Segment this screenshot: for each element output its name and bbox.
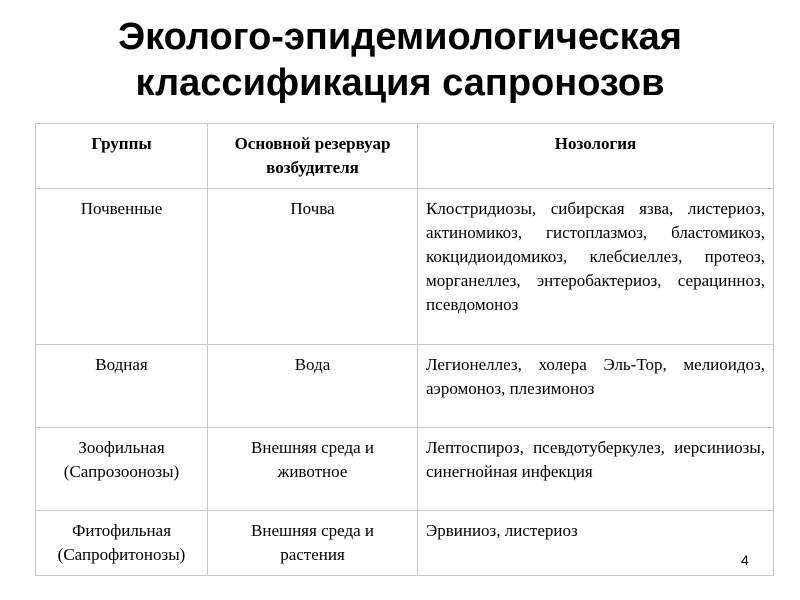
group-name: Водная: [95, 355, 148, 374]
group-cell: [36, 189, 208, 345]
table-row: [36, 345, 774, 428]
reservoir-line-2: животное: [277, 462, 348, 481]
nosology-cell: Эрвиниоз, листериоз: [418, 511, 774, 576]
table-row: [36, 189, 774, 345]
reservoir-cell: [208, 345, 418, 428]
reservoir-line-1: Вода: [294, 355, 331, 374]
reservoir-cell: [208, 511, 418, 576]
nosology-cell: Клостридиозы, сибирская язва, листериоз, актиномикоз, гистоплазмоз, бластомикоз, кокцидиоидомикоз, клебсиеллез, протеоз, морганеллез, энтеробактериоз, серацинноз, псевдомоноз: [418, 189, 774, 345]
nosology-cell: Легионеллез, холера Эль-Тор, мелиоидоз, аэромоноз, плезимоноз: [418, 345, 774, 428]
slide-title: [0, 14, 800, 106]
nosology-cell: Лептоспироз, псевдотуберкулез, иерсиниозы, синегнойная инфекция: [418, 428, 774, 511]
table-row: [36, 511, 774, 576]
group-subname: (Сапрозоонозы): [63, 462, 180, 481]
slide-title-line-2: классификация сапронозов: [135, 62, 665, 104]
reservoir-line-1: Внешняя среда и: [251, 521, 374, 540]
header-reservoir: [208, 124, 418, 189]
group-subname: (Сапрофитонозы): [57, 545, 186, 564]
group-cell: [36, 345, 208, 428]
header-reservoir-line-1: Основной резервуар: [234, 134, 391, 153]
table-header-row: [36, 124, 774, 189]
reservoir-cell: [208, 428, 418, 511]
header-nosology: Нозология: [418, 124, 774, 189]
header-reservoir-line-2: возбудителя: [266, 158, 359, 177]
table-row: [36, 428, 774, 511]
group-name: Почвенные: [80, 199, 163, 218]
reservoir-cell: [208, 189, 418, 345]
page-number: 4: [741, 552, 749, 568]
reservoir-line-2: растения: [280, 545, 345, 564]
group-name: Зоофильная: [78, 438, 165, 457]
group-cell: [36, 428, 208, 511]
slide-title-line-1: Эколого-эпидемиологическая: [118, 16, 682, 58]
reservoir-line-1: Внешняя среда и: [251, 438, 374, 457]
header-groups: Группы: [36, 124, 208, 189]
group-name: Фитофильная: [71, 521, 172, 540]
classification-table: [35, 123, 774, 576]
group-cell: [36, 511, 208, 576]
reservoir-line-1: Почва: [290, 199, 335, 218]
